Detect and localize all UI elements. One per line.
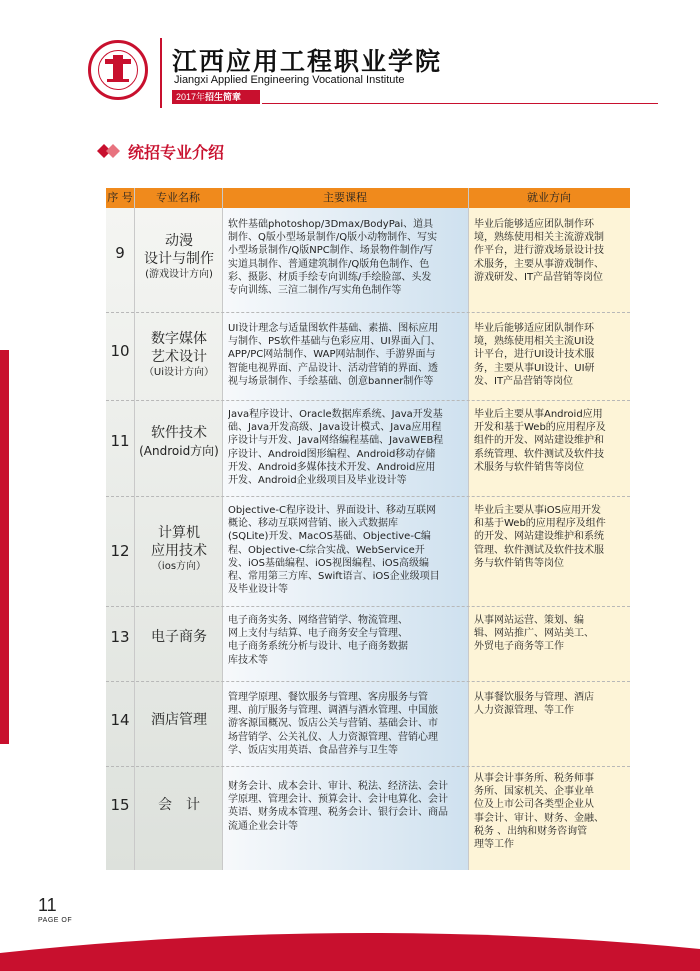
row-number: 9 [115, 244, 125, 262]
course-list [228, 218, 464, 297]
career-line: 务与软件销售等岗位 [474, 557, 564, 569]
major-name-line: 计算机 [158, 525, 200, 541]
course-line: 制作、Q版小型场景制作/Q版小动物制作、写实 [228, 232, 438, 244]
career-line: 税务 、出纳和财务咨询管 [474, 825, 588, 837]
career-line: 境，熟练使用相关主流UI设 [474, 336, 595, 348]
major-direction: （ios方向） [151, 561, 207, 572]
course-line: 开发、Android企业级项目及毕业设计等 [228, 475, 407, 487]
major-name-line: 数字媒体 [151, 331, 207, 347]
career-line: 毕业后主要从事Android应用 [474, 409, 603, 420]
school-name-en: Jiangxi Applied Engineering Vocational Institute [174, 74, 405, 86]
course-line: 学、饭店实用英语、食品营养与卫生等 [228, 744, 398, 756]
table-row [106, 400, 630, 496]
table-header [106, 188, 630, 208]
page-number: 11 [38, 895, 57, 915]
course-list [228, 614, 464, 667]
career-line: 作平台，进行游戏场景设计技 [474, 245, 604, 257]
career-line: 术服务，主要从事游戏制作、 [474, 258, 604, 270]
major-name-line: 动漫 [165, 233, 193, 249]
career-line: 术服务与软件销售等岗位 [474, 461, 584, 473]
course-line: UI设计理念与适量图软件基础、素描、图标应用 [228, 323, 439, 334]
row-number: 15 [110, 796, 130, 814]
course-line: 库技术等 [228, 654, 268, 666]
major-direction: (游戏设计方向) [145, 269, 213, 280]
career-list [474, 322, 626, 388]
career-line: 事会计、审计、财务、金融、 [474, 812, 604, 824]
course-line: (SQLite)开发、MacOS基础、Objective-C编 [228, 531, 431, 543]
career-line: 辑、网站推广、网站美工、 [474, 628, 594, 640]
table-row [106, 312, 630, 400]
course-line: 发、iOS基础编程、iOS视图编程、iOS高级编 [228, 557, 429, 569]
course-line: 理、前厅服务与管理、调酒与酒水管理、中国旅 [228, 705, 438, 717]
course-line: 础、Java开发高级、Java设计模式、Java应用程 [228, 422, 442, 434]
year-badge [172, 90, 260, 104]
course-line: APP/PC网站制作、WAP网站制作、手游界面与 [228, 349, 436, 361]
career-line: 系统管理、软件测试及软件技 [474, 448, 604, 460]
course-line: 学原理、管理会计、预算会计、会计电算化、会计 [228, 794, 448, 806]
major-name [136, 796, 222, 814]
career-line: 和基于Web的应用程序及组件 [474, 518, 606, 530]
course-line: 程、Objective-C综合实战、WebService开 [228, 544, 425, 556]
course-line: 流通企业会计等 [228, 820, 298, 832]
school-name-cn: 江西应用工程职业学院 [172, 47, 443, 76]
career-line: 境，熟练使用相关主流游戏制 [474, 232, 604, 244]
row-number: 10 [110, 342, 130, 360]
career-line: 管理、软件测试及软件技术服 [474, 544, 604, 556]
career-line: 开发和基于Web的应用程序及 [474, 422, 606, 434]
course-list [228, 408, 464, 487]
page-of-label: PAGE OF [38, 917, 73, 924]
course-line: 管理学原理、餐饮服务与管理、客房服务与管 [228, 692, 428, 703]
career-line: 务所、国家机关、企事业单 [474, 786, 594, 798]
side-accent-bar [0, 350, 9, 744]
career-list [474, 218, 626, 284]
major-name-line: 会 计 [158, 797, 200, 813]
majors-table [106, 188, 630, 870]
career-line: 从事网站运营、策划、编 [474, 615, 584, 626]
career-line: 位及上市公司各类型企业从 [474, 799, 594, 811]
career-line: 毕业后主要从事iOS应用开发 [474, 505, 601, 516]
course-line: 专向训练、三渲二制作/写实角色制作等 [228, 285, 402, 297]
course-line: 视与场景制作、手绘基础、创意banner制作等 [228, 375, 434, 387]
major-name-line: 酒店管理 [151, 712, 207, 728]
course-line: 程、常用第三方库、Swift语言、iOS企业级项目 [228, 571, 440, 583]
course-line: 概论、移动互联网营销、嵌入式数据库 [228, 518, 398, 530]
career-list [474, 408, 626, 474]
course-line: Objective-C程序设计、界面设计、移动互联网 [228, 505, 437, 516]
row-number: 12 [110, 542, 130, 560]
course-line: 网上支付与结算、电子商务安全与管理、 [228, 628, 408, 640]
table-row [106, 606, 630, 681]
career-line: 从事餐饮服务与管理、酒店 [474, 692, 594, 703]
career-line: 计平台，进行UI设计技术服 [474, 349, 595, 361]
major-name [136, 424, 222, 460]
course-line: 开发、Android多媒体技术开发、Android应用 [228, 461, 436, 473]
table-row [106, 681, 630, 766]
course-line: 软件基础photoshop/3Dmax/BodyPai、道具 [228, 219, 434, 230]
major-direction: （Ui设计方向） [143, 367, 215, 378]
header-careers: 就业方向 [527, 191, 571, 204]
header-num: 序 号 [107, 191, 133, 204]
course-line: 场营销学、公关礼仪、人力资源管理、营销心理 [228, 731, 438, 743]
career-line: 理等工作 [474, 839, 514, 851]
career-list [474, 691, 626, 717]
row-number: 14 [110, 711, 130, 729]
career-line: 人力资源管理、等工作 [474, 705, 574, 717]
school-logo-seal [88, 40, 148, 100]
major-name-line: 设计与制作 [144, 251, 214, 267]
major-name [136, 232, 222, 281]
header-courses: 主要课程 [323, 191, 367, 204]
course-line: 小型场景制作/Q版NPC制作、场景物件制作/写 [228, 245, 434, 257]
course-line: 智能电视界面、产品设计、活动营销的界面、透 [228, 362, 438, 374]
career-line: 毕业后能够适应团队制作环 [474, 323, 594, 334]
career-line: 的开发、网站建设维护和系统 [474, 531, 604, 543]
table-row [106, 766, 630, 870]
row-number: 11 [110, 432, 130, 450]
badge-text: 招生简章 [205, 92, 242, 102]
major-name [136, 711, 222, 729]
course-list [228, 691, 464, 757]
major-name [136, 628, 222, 646]
header-divider [160, 38, 162, 108]
career-line: 组件的开发、网站建设维护和 [474, 435, 604, 447]
course-line: 财务会计、成本会计、审计、税法、经济法、会计 [228, 781, 448, 792]
table-row [106, 496, 630, 606]
year-text: 2017年 [176, 92, 206, 102]
career-line: 发、IT产品营销等岗位 [474, 375, 574, 387]
course-line: 序设计与开发、Java网络编程基础、JavaWEB程 [228, 435, 444, 447]
course-line: 实道具制作、普通建筑制作/Q版角色制作、色 [228, 258, 430, 270]
course-line: 英语、财务成本管理、税务会计、银行会计、商品 [228, 807, 448, 819]
career-list [474, 614, 626, 654]
career-list [474, 772, 626, 851]
major-name-line: 应用技术 [151, 543, 207, 559]
major-name [136, 330, 222, 379]
header-name: 专业名称 [156, 191, 200, 204]
career-list [474, 504, 626, 570]
major-name-line: 电子商务 [151, 629, 207, 645]
course-line: Java程序设计、Oracle数据库系统、Java开发基 [228, 409, 443, 420]
career-line: 外贸电子商务等工作 [474, 641, 564, 653]
section-title: 统招专业介绍 [128, 143, 225, 162]
table-row [106, 208, 630, 312]
major-name [136, 524, 222, 573]
major-name-line: (Android方向) [139, 444, 219, 458]
course-list [228, 504, 464, 596]
career-line: 毕业后能够适应团队制作环 [474, 219, 594, 230]
course-line: 电子商务系统分析与设计、电子商务数据 [228, 641, 408, 653]
footer-red-curve [0, 925, 700, 971]
course-line: 序设计、Android图形编程、Android移动存储 [228, 448, 436, 460]
course-line: 与制作、PS软件基础与色彩应用、UI界面入门、 [228, 336, 441, 348]
header-underline [262, 103, 658, 104]
diamond-arrow-icon [97, 144, 121, 158]
course-list [228, 780, 464, 833]
career-line: 务，主要从事UI设计、UI研 [474, 362, 595, 374]
course-list [228, 322, 464, 388]
career-line: 从事会计事务所、税务师事 [474, 773, 594, 784]
course-line: 游客源国概况、饭店公关与营销、基础会计、市 [228, 718, 438, 730]
course-line: 及毕业设计等 [228, 584, 288, 596]
row-number: 13 [110, 628, 130, 646]
major-name-line: 软件技术 [151, 425, 207, 441]
course-line: 电子商务实务、网络营销学、物流管理、 [228, 615, 408, 626]
major-name-line: 艺术设计 [151, 349, 207, 365]
career-line: 游戏研发、IT产品营销等岗位 [474, 271, 604, 283]
course-line: 彩、摄影、材质手绘专向训练/手绘脸部、头发 [228, 271, 432, 283]
